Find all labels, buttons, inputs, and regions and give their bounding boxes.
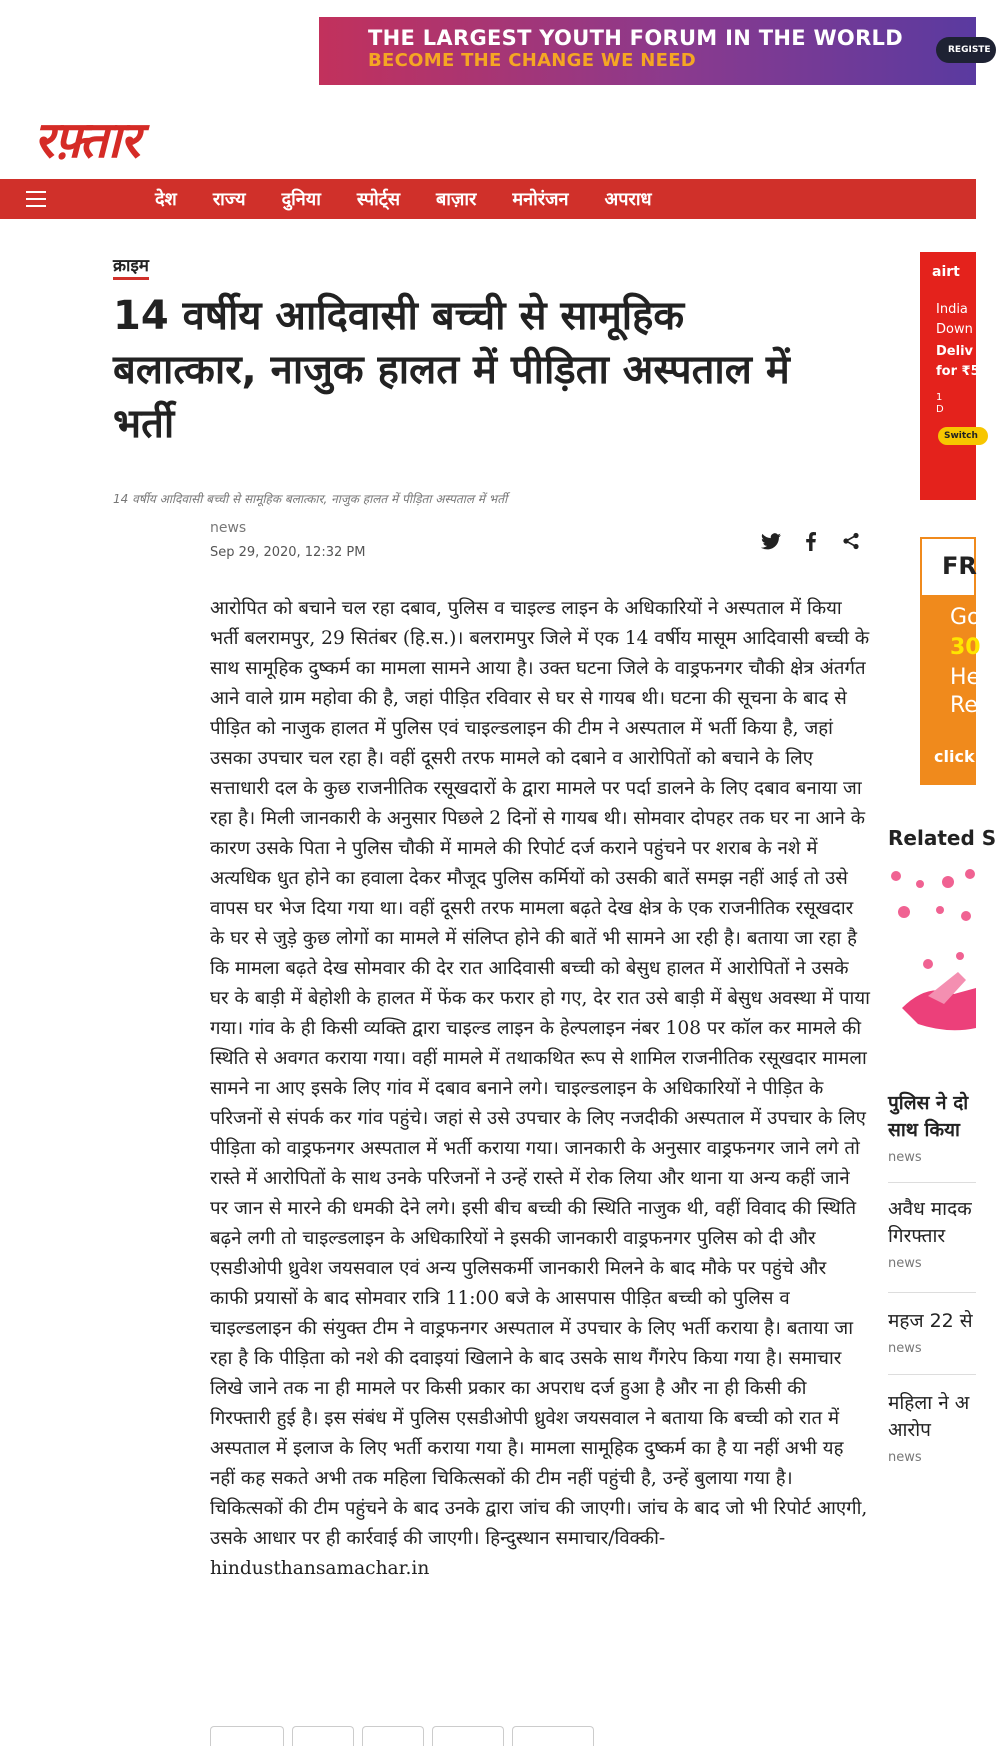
article-headline: 14 वर्षीय आदिवासी बच्ची से सामूहिक बलात्कार, नाजुक हालत में पीड़िता अस्पताल में भर्ती (113, 293, 790, 447)
promo-ad[interactable] (920, 537, 981, 785)
related-story-image[interactable] (888, 864, 976, 1044)
nav-item-desh[interactable]: देश (155, 189, 177, 210)
ad-text: Go (950, 605, 981, 630)
tag-chip[interactable] (362, 1726, 424, 1746)
twitter-icon[interactable] (760, 530, 782, 552)
banner-register-button[interactable]: REGISTE (936, 37, 996, 63)
menu-icon[interactable] (26, 191, 46, 207)
related-story-1[interactable] (888, 1090, 976, 1165)
ad-click-label[interactable]: click (934, 747, 975, 766)
nav-item-apradh[interactable]: अपराध (604, 189, 652, 210)
ad-text: for ₹5 (936, 364, 980, 379)
related-story-title[interactable]: गिरफ्तार (888, 1225, 946, 1247)
related-story-title[interactable]: अवैध मादक (888, 1198, 972, 1220)
ad-text: 30 (950, 635, 981, 660)
related-story-title[interactable]: महिला ने अ (888, 1392, 970, 1414)
related-stories-title: Related S (888, 826, 996, 850)
promo-ad-head: FR (920, 537, 976, 597)
related-story-title[interactable]: महज 22 से (888, 1310, 973, 1332)
article-body: आरोपित को बचाने चल रहा दबाव, पुलिस व चाइल्ड लाइन के अधिकारियों ने अस्पताल में किया भर्ती बलरामपुर, 29 सितंबर (हि.स.)। बलरामपुर जिले में एक 14 वर्षीय मासूम आदिवासी बच्ची के साथ सामूहिक दुष्कर्म का मामला सामने आया है। उक्त घटना जिले के वाड्रफनगर चौकी क्षेत्र अंतर्गत आने वाले ग्राम महोवा की है, जहां पीड़ित रविवार से घर से गायब थी। घटना की सूचना के बाद से पीड़ित को नाजुक हालत में पुलिस एवं चाइल्डलाइन की टीम ने अस्पताल में भर्ती किया है, जहां उसका उपचार चल रहा है। वहीं दूसरी तरफ मामले को दबाने व आरोपितों को बचाने के लिए सत्ताधारी दल के कुछ राजनीतिक रसूखदारों के द्वारा मामले पर पर्दा डालने के लिए दबाव बनाया जा रहा है। मिली जानकारी के अनुसार पिछले 2 दिनों से गायब थी। सोमवार दोपहर तक घर ना आने के कारण उसके पिता ने पुलिस चौकी में मामले की रिपोर्ट दर्ज कराने पहुंचने पर शराब के नशे में अत्यधिक धुत होने का हवाला देकर मौजूद पुलिस कर्मियों को उसकी बातें समझ नहीं आई तो उसे वापस घर भेज दिया गया था। वहीं दूसरी तरफ मामला बढ़ते देख क्षेत्र के एक राजनीतिक रसूखदार के घर से जुड़े कुछ लोगों का मामले में संलिप्त होने की बातें भी सामने आ रही है। बताया जा रहा है कि मामला बढ़ते देख सोमवार की देर रात आदिवासी बच्ची को बेसुध हालत में आरोपितों ने उसके घर के बाड़ी में बेहोशी के हालत में फेंक कर फरार हो गए, देर रात उसे बाड़ी में बेसुध अवस्था में पाया गया। गांव के ही किसी व्यक्ति द्वारा चाइल्ड लाइन के हेल्पलाइन नंबर 108 पर कॉल कर मामले की स्थिति से अवगत कराया गया। वहीं मामले में तथाकथित रूप से शामिल राजनीतिक रसूखदार मामला सामने ना आए इसके लिए गांव में दबाव बनाने लगे। चाइल्डलाइन के अधिकारियों ने पीड़ित के परिजनों से संपर्क कर गांव पहुंचे। जहां से उसे उपचार के लिए नजदीकी अस्पताल में उपचार के लिए पीड़िता को वाड्रफनगर अस्पताल में भर्ती कराया गया। जानकारी के अनुसार वाड्रफनगर जाने लगे तो रास्ते में आरोपितों के साथ उनके परिजनों ने उन्हें रास्ते में रोक लिया और थाना या अन्य कहीं जाने पर जान से मारने की धमकी देने लगे। इसी बीच बच्ची की स्थिति नाजुक थी, वहीं विवाद की स्थिति बढ़ने लगी तो चाइल्डलाइन के अधिकारियों ने इसकी जानकारी वाड्रफनगर पुलिस को दी और एसडीओपी ध्रुवेश जयसवाल एवं अन्य पुलिसकर्मी जानकारी मिलने के बाद मौके पर पहुंचे और काफी प्रयासों के बाद सोमवार रात्रि 11:00 बजे के आसपास पीड़ित बच्ची को पुलिस व चाइल्डलाइन की संयुक्त टीम ने वाड्रफनगर अस्पताल में उपचार के लिए भर्ती कराया है। बताया जा रहा है कि पीड़िता को नशे की दवाइयां खिलाने के बाद उसके साथ गैंगरेप किया गया है। समाचार लिखे जाने तक ना ही मामले पर किसी प्रकार का अपराध दर्ज हुआ है और ना ही किसी की गिरफ्तारी हुई है। इस संबंध में पुलिस एसडीओपी ध्रुवेश जयसवाल ने बताया कि बच्ची को रात में अस्पताल में इलाज के लिए भर्ती कराया गया है। मामला सामूहिक दुष्कर्म का है या नहीं अभी यह नहीं कह सकते अभी तक महिला चिकित्सकों की टीम नहीं पहुंची है, उन्हें बुलाया गया है। चिकित्सकों की टीम पहुंचने के बाद उनके द्वारा जांच की जाएगी। जांच के बाद जो भी रिपोर्ट आएगी, उसके आधार पर ही कार्रवाई की जाएगी। हिन्दुस्थान समाचार/विक्की-hindusthansamachar.in (210, 598, 870, 1579)
main-nav (0, 179, 976, 219)
nav-item-bazaar[interactable]: बाज़ार (436, 189, 477, 210)
tag-chip[interactable] (512, 1726, 594, 1746)
related-story-source: news (888, 1256, 922, 1271)
nav-item-duniya[interactable]: दुनिया (281, 189, 321, 210)
related-story-source: news (888, 1150, 922, 1165)
divider (888, 1292, 976, 1293)
ad-text: D (936, 404, 944, 415)
facebook-icon[interactable] (800, 530, 822, 552)
nav-item-sports[interactable]: स्पोर्ट्स (356, 189, 401, 210)
related-story-title[interactable]: आरोप (888, 1419, 931, 1441)
divider (888, 1374, 976, 1375)
top-ad-banner[interactable] (319, 17, 991, 85)
nav-item-manoranjan[interactable]: मनोरंजन (512, 189, 569, 210)
related-story-title[interactable]: साथ किया (888, 1119, 960, 1141)
airtel-ad[interactable] (920, 252, 980, 500)
related-story-4[interactable] (888, 1390, 976, 1465)
ad-switch-button[interactable]: Switch (938, 427, 988, 445)
ad-text: He (950, 665, 981, 690)
nav-items (155, 179, 688, 219)
tag-chip[interactable] (292, 1726, 354, 1746)
banner-headline: THE LARGEST YOUTH FORUM IN THE WORLD (368, 26, 903, 50)
ad-text: India (936, 302, 968, 317)
article-author[interactable]: news (210, 520, 247, 536)
tag-list (210, 1726, 602, 1746)
ad-text: Deliv (936, 344, 973, 359)
article-date: Sep 29, 2020, 12:32 PM (210, 545, 366, 560)
ad-text: Down (936, 322, 973, 337)
share-bar (760, 530, 880, 552)
banner-subline: BECOME THE CHANGE WE NEED (368, 50, 697, 71)
share-icon[interactable] (840, 530, 862, 552)
article-category[interactable]: क्राइम (113, 253, 149, 280)
related-story-3[interactable] (888, 1308, 976, 1356)
divider (888, 1182, 976, 1183)
site-logo[interactable]: रफ़्तार (34, 110, 140, 169)
airtel-brand: airt (932, 264, 960, 280)
related-story-title[interactable]: पुलिस ने दो (888, 1092, 969, 1114)
related-story-source: news (888, 1341, 922, 1356)
tag-chip[interactable] (432, 1726, 504, 1746)
tag-chip[interactable] (210, 1726, 284, 1746)
related-story-2[interactable] (888, 1196, 976, 1271)
ad-text: Re (950, 693, 978, 718)
ad-text: 1 (936, 392, 943, 403)
nav-item-rajya[interactable]: राज्य (212, 189, 246, 210)
related-story-source: news (888, 1450, 922, 1465)
image-caption: 14 वर्षीय आदिवासी बच्ची से सामूहिक बलात्कार, नाजुक हालत में पीड़िता अस्पताल में भर्ती (113, 492, 508, 506)
